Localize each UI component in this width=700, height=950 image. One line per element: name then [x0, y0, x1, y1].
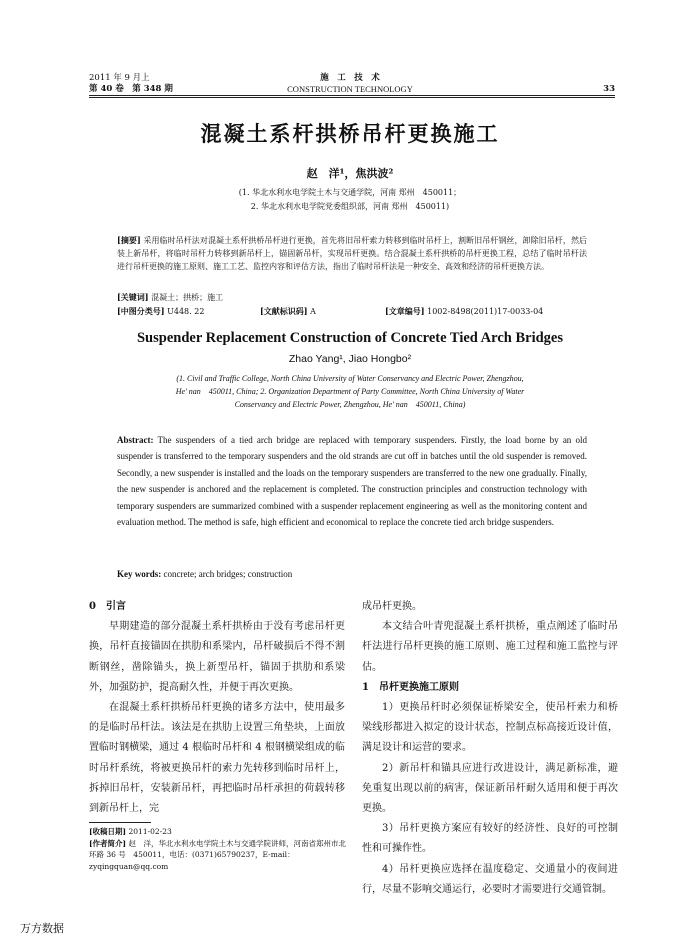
header-rule-thin [89, 97, 615, 98]
abstract-cn [117, 234, 587, 273]
title-en: Suspender Replacement Construction of Concrete Tied Arch Bridges [136, 330, 563, 346]
principle-item-4: 4）吊杆更换应选择在温度稳定、交通量小的夜间进行，尽量不影响交通运行，必要时才需要进行交通管制。 [362, 863, 618, 895]
clc-label: [中图分类号] [117, 306, 165, 316]
keywords-en-label: Key words: [117, 569, 162, 579]
footnote-author [89, 838, 347, 873]
header-journal-en: CONSTRUCTION TECHNOLOGY [287, 84, 413, 94]
author-bio-label: [作者简介] [89, 838, 127, 848]
header-date: 2011 年 9 月上 [89, 73, 150, 83]
received-label: [收稿日期] [89, 827, 127, 836]
intro-paragraph-2: 在混凝土系杆拱桥吊杆更换的诸多方法中，使用最多的是临时吊杆法。该法是在拱肋上设置三角垫块，上面放置临时钢横梁，通过 4 根临时吊杆和 4 根钢横梁组成的临时吊杆系统，将被更换吊杆的索力先转移到临时吊杆上，拆掉旧吊杆，安装新吊杆，再把临时吊杆承担的荷载转移到新吊杆上，完 [89, 702, 345, 815]
doc-code [260, 306, 316, 317]
keywords-en-text: concrete; arch bridges; construction [163, 569, 293, 579]
doc-label: [文献标识码] [260, 306, 308, 316]
abstract-en [117, 432, 587, 530]
abstract-en-label: Abstract: [117, 435, 154, 445]
footnote [89, 826, 347, 872]
article-label: [文章编号] [385, 306, 425, 316]
intro-paragraph-3: 本文结合叶青兜混凝土系杆拱桥，重点阐述了临时吊杆法进行吊杆更换的施工原则、施工过程和施工监控与评估。 [362, 621, 618, 673]
article-number [385, 306, 543, 317]
section-heading-principles: 1 吊杆更换施工原则 [362, 681, 459, 693]
affiliation-en-2: He' nan 450011, China; 2. Organization Department of Party Committee, North China University of Water [175, 387, 525, 396]
affiliation-cn-2: 2. 华北水利水电学院党委组织部，河南 郑州 450011) [250, 202, 450, 211]
authors-en: Zhao Yang¹, Jiao Hongbo² [288, 353, 412, 365]
abstract-en-text: The suspenders of a tied arch bridge are replaced with temporary suspenders. Firstly, the load borne by an old suspender is transferred to the temporary suspenders and the old strands are cut off in batches until the old suspender is removed. Secondly, a new suspender is installed and the loads on the temporary suspenders are transferred to the new one gradually. Finally, the new suspender is anchored and the replacement is completed. The construction principles and construction technology with temporary suspenders are summarized combined with a suspender replacement engineering as well as the monitoring content and evaluation method. The method is safe, high efficient and economical to replace the concrete tied arch bridge suspenders. [117, 435, 587, 528]
right-column [362, 597, 618, 900]
doc-value: A [310, 307, 316, 316]
footnote-rule [89, 822, 151, 823]
author-bio: 赵 洋，华北水利水电学院土木与交通学院讲师，河南省郑州市北环路 36 号 450011，电话：(0371)65790237，E-mail：zyqingquan@qq.com [89, 838, 346, 871]
keywords-en [117, 569, 292, 579]
affiliation-en-1: (1. Civil and Traffic College, North China University of Water Conservancy and Electric Power, Zhengzhou, [176, 374, 524, 383]
intro-paragraph-1: 早期建造的部分混凝土系杆拱桥由于没有考虑吊杆更换，吊杆直接锚固在拱肋和系梁内，吊杆破损后不得不割断钢丝，凿除锚头，换上新型吊杆，锚固于拱肋和系梁外，加强防护，提高耐久性，并便于再次更换。 [89, 621, 345, 693]
keywords-cn-label: [关键词] [117, 292, 149, 302]
principle-item-1: 1）更换吊杆时必须保证桥梁安全，使吊杆索力和桥梁线形都进入拟定的设计状态，控制点标高接近设计值，满足设计和运营的要求。 [362, 702, 618, 754]
section-heading-intro: 0 引言 [89, 601, 126, 612]
authors-cn: 赵 洋¹，焦洪波² [306, 167, 394, 180]
principle-item-2: 2）新吊杆和锚具应进行改进设计，满足新标准，避免重复出现以前的病害，保证新吊杆耐久适用和便于再次更换。 [362, 762, 618, 815]
wanfang-watermark: 万方数据 [20, 922, 64, 935]
keywords-cn-text: 混凝土；拱桥；施工 [151, 293, 224, 302]
article-value: 1002-8498(2011)17-0033-04 [427, 307, 544, 316]
intro-continuation: 成吊杆更换。 [362, 601, 422, 612]
header-journal-cn: 施 工 技 术 [320, 73, 380, 83]
header-page-number: 33 [603, 84, 615, 94]
clc-value: U448. 22 [167, 307, 205, 316]
affiliation-en-3: Conservancy and Electric Power, Zhengzhou, He' nan 450011, China) [234, 400, 466, 409]
header-volume: 第 40 卷 第 348 期 [89, 84, 173, 94]
principle-item-3: 3）吊杆更换方案应有较好的经济性、良好的可控制性和可操作性。 [362, 823, 618, 855]
affiliations-en [100, 372, 600, 411]
title-cn: 混凝土系杆拱桥吊杆更换施工 [200, 121, 500, 146]
abstract-cn-label: [摘要] [117, 235, 141, 245]
footnote-received [89, 826, 347, 838]
received-date: 2011-02-23 [128, 827, 172, 836]
left-column [89, 597, 345, 819]
clc-number [117, 306, 204, 317]
abstract-cn-text: 采用临时吊杆法对混凝土系杆拱桥吊杆进行更换，首先将旧吊杆索力转移到临时吊杆上，割断旧吊杆钢丝，卸除旧吊杆，然后装上新吊杆，将临时吊杆力转移到新吊杆上，锚固新吊杆，实现吊杆更换。结合混凝土系杆拱桥的吊杆更换工程，总结了临时吊杆法进行吊杆更换的施工原则、施工工艺、监控内容和评估方法，指出了临时吊杆法是一种安全、高效和经济的吊杆更换方法。 [117, 236, 588, 271]
affiliation-cn-1: (1. 华北水利水电学院土木与交通学院，河南 郑州 450011； [238, 188, 462, 197]
header-rule [89, 95, 615, 96]
keywords-cn [117, 292, 223, 303]
